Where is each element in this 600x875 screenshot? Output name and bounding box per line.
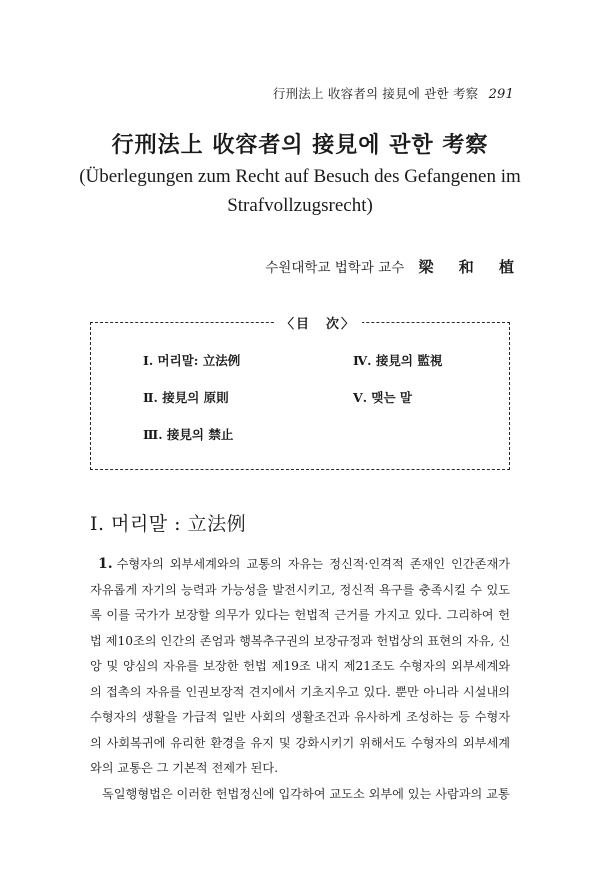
toc-item: Ⅲ. 接見의 禁止 <box>143 427 234 442</box>
body-text <box>90 552 510 807</box>
author-affiliation: 수원대학교 법학과 교수 <box>265 260 405 276</box>
running-title: 行刑法上 收容者의 接見에 관한 考察 <box>272 86 479 101</box>
article-subtitle: (Überlegungen zum Recht auf Besuch des Gefangenen im Strafvollzugsrecht) <box>79 166 521 216</box>
table-of-contents <box>90 317 510 470</box>
article-title: 行刑法上 收容者의 接見에 관한 考察 <box>111 132 489 158</box>
page-number: 291 <box>488 87 514 102</box>
toc-item: Ⅱ. 接見의 原則 <box>143 390 229 405</box>
toc-item: Ⅴ. 맺는 말 <box>353 390 412 405</box>
paragraph <box>90 552 510 782</box>
author-name: 梁 和 植 <box>418 258 524 276</box>
paragraph-number: 1. <box>98 556 113 572</box>
paragraph-text: 수형자의 외부세계와의 교통의 자유는 정신적·인격적 존재인 인간존재가 자유롭게 자기의 능력과 가능성을 발전시키고, 정신적 욕구를 충족시킬 수 있도록 이를 국가가 보장할 의무가 있다는 헌법적 근거를 가지고 있다. 그리하여 헌법 제10조의 인간의 존엄과 행복추구권의 보장규정과 헌법상의 표현의 자유, 신앙 및 양심의 자유를 보장한 헌법 제19조 내지 제21조도 수형자의 외부세계와의 접촉의 자유를 인권보장적 견지에서 기초지우고 있다. 뿐만 아니라 시설내의 수형자의 생활을 가급적 일반 사회의 생활조건과 유사하게 조성하는 등 수형자의 사회복귀에 유리한 환경을 유지 및 강화시키기 위해서도 수형자의 외부세계와의 교통은 그 기본적 전제가 된다. <box>90 557 510 775</box>
toc-heading: 〈目 次〉 <box>275 313 362 332</box>
toc-item: Ⅳ. 接見의 監視 <box>353 353 443 368</box>
author-line <box>265 256 524 277</box>
toc-item: Ⅰ. 머리말: 立法例 <box>143 353 241 368</box>
running-header <box>273 84 514 102</box>
paragraph: 독일행형법은 이러한 헌법정신에 입각하여 교도소 외부에 있는 사람과의 교통 <box>102 786 510 801</box>
section-heading: Ⅰ. 머리말 : 立法例 <box>90 513 247 535</box>
